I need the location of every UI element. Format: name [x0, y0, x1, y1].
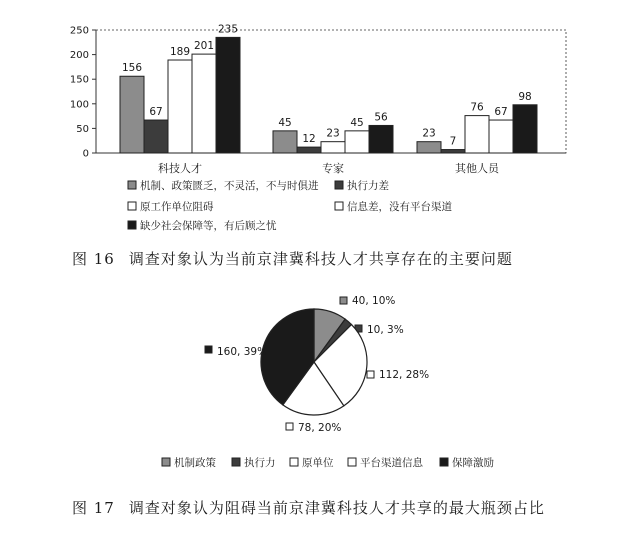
bar-y-tick-label: 100 — [69, 99, 89, 111]
bar-data-label: 201 — [193, 40, 215, 53]
bar-data-label: 45 — [278, 116, 292, 129]
figure17-caption-text: 调查对象认为阻碍当前京津冀科技人才共享的最大瓶颈占比 — [128, 499, 545, 517]
figure16-number: 图 16 — [72, 250, 115, 268]
bar-category-label: 专家 — [322, 162, 344, 175]
pie-data-label: 78, 20% — [298, 422, 342, 434]
bar-0-2 — [168, 60, 192, 153]
bar-data-label: 189 — [169, 46, 191, 59]
bar-data-label: 98 — [518, 90, 532, 103]
figure16-caption-text: 调查对象认为当前京津冀科技人才共享存在的主要问题 — [128, 250, 513, 268]
bar-legend-label: 原工作单位阻碍 — [140, 201, 214, 213]
bar-legend-swatch — [128, 181, 136, 189]
pie-data-label: 10, 3% — [367, 324, 404, 336]
bar-1-4 — [369, 125, 393, 153]
figure17-caption — [72, 497, 545, 518]
bar-2-3 — [489, 120, 513, 153]
pie-label-swatch — [340, 297, 347, 304]
bar-0-4 — [216, 37, 240, 153]
bar-y-tick-label: 200 — [69, 50, 89, 62]
bar-data-label: 67 — [149, 106, 163, 119]
bar-1-3 — [345, 131, 369, 153]
bar-legend-swatch — [128, 202, 136, 210]
bar-legend-label: 机制、政策匮乏，不灵活，不与时俱进 — [140, 180, 319, 192]
bar-data-label: 56 — [374, 111, 388, 124]
bar-1-0 — [273, 131, 297, 153]
pie-legend-label: 执行力 — [244, 457, 276, 469]
bar-category-label: 科技人才 — [158, 162, 202, 175]
bar-y-tick-label: 150 — [69, 74, 89, 86]
pie-data-label: 112, 28% — [379, 369, 430, 381]
bar-data-label: 12 — [302, 133, 316, 146]
bar-2-0 — [417, 142, 441, 153]
pie-legend-swatch — [348, 458, 356, 466]
bar-2-1 — [441, 150, 465, 153]
bar-data-label: 156 — [121, 62, 143, 75]
bar-0-3 — [192, 54, 216, 153]
bar-legend-swatch — [335, 202, 343, 210]
bar-0-0 — [120, 76, 144, 153]
bar-0-1 — [144, 120, 168, 153]
pie-data-label: 40, 10% — [352, 295, 396, 307]
figure17-number: 图 17 — [72, 499, 115, 517]
bar-category-label: 其他人员 — [455, 162, 499, 175]
bar-y-tick-label: 0 — [82, 148, 89, 160]
pie-legend-swatch — [440, 458, 448, 466]
bar-y-tick-label: 250 — [69, 25, 89, 37]
bar-data-label: 67 — [494, 106, 508, 119]
pie-legend-swatch — [290, 458, 298, 466]
bar-legend-label: 缺少社会保障等，有后顾之忧 — [140, 220, 277, 232]
pie-legend-label: 保障激励 — [452, 457, 494, 469]
bar-2-4 — [513, 105, 537, 153]
bar-2-2 — [465, 116, 489, 153]
bar-data-label: 235 — [217, 23, 239, 36]
pie-label-swatch — [367, 371, 374, 378]
bar-legend-swatch — [335, 181, 343, 189]
bar-data-label: 76 — [470, 101, 484, 114]
pie-legend-swatch — [162, 458, 170, 466]
bar-data-label: 7 — [449, 135, 457, 148]
bar-legend-swatch — [128, 221, 136, 229]
pie-data-label: 160, 39% — [217, 346, 268, 358]
pie-legend-label: 原单位 — [302, 457, 334, 469]
pie-label-swatch — [286, 423, 293, 430]
figure16-caption — [72, 248, 513, 269]
bar-data-label: 23 — [326, 127, 340, 140]
bar-y-tick-label: 50 — [76, 123, 89, 135]
bar-1-1 — [297, 147, 321, 153]
pie-legend-label: 平台渠道信息 — [360, 457, 423, 469]
bar-1-2 — [321, 142, 345, 153]
bar-legend-label: 执行力差 — [347, 180, 389, 192]
pie-legend-label: 机制政策 — [174, 457, 216, 469]
bar-legend-label: 信息差，没有平台渠道 — [347, 201, 452, 213]
pie-legend-swatch — [232, 458, 240, 466]
pie-label-swatch — [205, 346, 212, 353]
bar-data-label: 23 — [422, 127, 436, 140]
bar-data-label: 45 — [350, 116, 364, 129]
